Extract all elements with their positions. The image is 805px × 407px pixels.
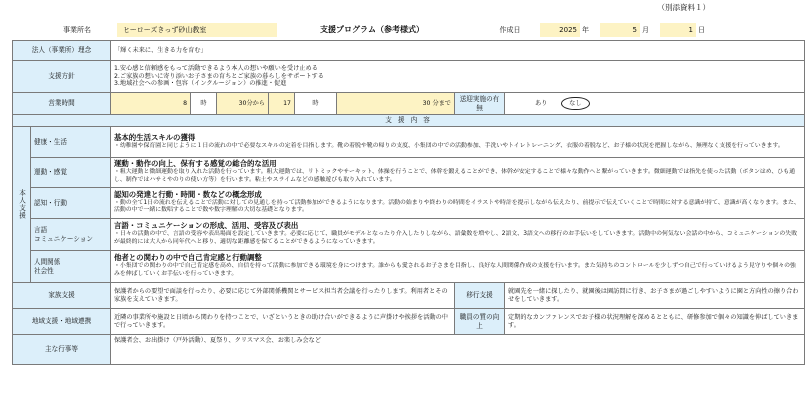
domain-label-motor: 運動・感覚 — [31, 158, 111, 188]
day-unit: 日 — [698, 26, 705, 34]
domain-label-language: 言語 コミュニケーション — [31, 219, 111, 251]
transport-label: 送迎実施の有無 — [455, 93, 505, 115]
month-value[interactable]: 5 — [600, 23, 640, 37]
transition-support-text[interactable]: 就園先を一緒に探したり、就園後は園訪問に行き、お子さまが過ごしやすいように園と方向性の擦り合わせをしていきます。 — [505, 283, 805, 309]
community-support-text[interactable]: 近隣の事業所や施設と日頃から関わりを持つことで、いざというときの助け合いができるように声掛けや挨拶を活動の中で行っていきます。 — [111, 309, 455, 335]
year-unit: 年 — [582, 26, 589, 34]
policy-line-3: 3.地域社会への参画・包容（インクルージョン）の推進・促進 — [114, 80, 287, 88]
appendix-label: （別添資料１） — [657, 3, 710, 12]
transition-support-label: 移行支援 — [455, 283, 505, 309]
support-content-header: 支 援 内 容 — [13, 115, 805, 127]
facility-label: 事業所名 — [63, 26, 91, 34]
domain-content-social[interactable] — [111, 251, 805, 283]
hour-unit-2: 時 — [295, 93, 337, 115]
domain-body-health: ・幼稚園や保育園と同じように１日の流れの中で必要なスキルの定着を目指します。靴の着脱や靴の帰りの支度、小集団の中での活動参加、手洗いやトイレトレーニング、衣服の着脱など、お子様の状況を把握しながら、無理なく支援を行っていきます。 — [114, 142, 784, 149]
start-minute-value: 30 — [238, 99, 247, 107]
support-program-table — [12, 40, 805, 365]
header-row — [12, 23, 712, 37]
month-unit: 月 — [642, 26, 649, 34]
philosophy-label: 法人（事業所）理念 — [13, 41, 111, 61]
end-minute-value: 30 — [422, 99, 431, 107]
domain-title-cognition: 認知の発達と行動・時間・数などの概念形成 — [114, 189, 262, 199]
personal-support-label — [13, 127, 31, 283]
transport-options — [505, 93, 805, 115]
personal-support-text: 本人支援 — [17, 189, 26, 220]
domain-title-motor: 運動・動作の向上、保有する感覚の総合的な活用 — [114, 159, 277, 169]
facility-name[interactable]: ヒーローズきっず砂山教室 — [117, 23, 277, 37]
document-title: 支援プログラム（参考様式） — [320, 25, 424, 34]
community-support-label: 地域支援・地域連携 — [13, 309, 111, 335]
domain-content-language[interactable] — [111, 219, 805, 251]
family-support-text[interactable]: 保護者からの要望で面談を行ったり、必要に応じて外部関係機関とサービス担当者会議を行ったりします。利用者とその家族を支えていきます。 — [111, 283, 455, 309]
domain-body-cognition: ・動の全て1日の流れを伝えることで活動に対しての見通しを持って活動参加ができるようになります。活動の始まりや終わりの時間をイラストや時計を提示しながら伝えたり、前提示で伝えていくことで時間に対する意識が持て、意識が高くなります。また、活動の中で一緒に数唱することで数や数字理解の大切な基礎となります。 — [114, 199, 800, 214]
minute-unit-1: 分から — [246, 99, 265, 107]
transport-option-yes[interactable]: あり — [535, 99, 548, 107]
end-hour[interactable]: 17 — [269, 93, 295, 115]
domain-body-language: ・日々の活動の中で、言語の受容や表出場面を設定していきます。必要に応じて、職員がモデルとなったり介入したりしながら、語彙数を増やし、2語文、3語文への移行のお手伝いをしていきます。活動中の何気ない会話の中から、コミュニケーションの失敗が最終的には大人から同年代へと移り、適切な距離感を保てることができるようになっていきます。 — [114, 231, 798, 245]
created-label: 作成日 — [499, 26, 521, 34]
domain-content-motor[interactable] — [111, 158, 805, 188]
minute-unit-2: 分まで — [432, 99, 451, 107]
domain-label-social: 人間関係 社会性 — [31, 251, 111, 283]
domain-title-health: 基本的生活スキルの獲得 — [114, 132, 196, 142]
transport-option-no[interactable]: なし — [561, 97, 589, 111]
hour-unit-1: 時 — [191, 93, 217, 115]
hours-label: 営業時間 — [13, 93, 111, 115]
staff-quality-label: 職員の質の向上 — [455, 309, 505, 335]
staff-quality-text[interactable]: 定期的なカンファレンスでお子様の状況理解を深めるとともに、研修参加で個々の知識を伸ばしていきます。 — [505, 309, 805, 335]
domain-label-cognition: 認知・行動 — [31, 188, 111, 219]
philosophy-text[interactable]: 「輝く未来に、生きる力を育む」 — [111, 41, 805, 61]
policy-text[interactable] — [111, 61, 805, 93]
domain-content-cognition[interactable] — [111, 188, 805, 219]
end-minute[interactable] — [337, 93, 455, 115]
family-support-label: 家族支援 — [13, 283, 111, 309]
policy-label: 支援方針 — [13, 61, 111, 93]
policy-line-1: 1.安心感と信頼感をもって活動できるよう本人の想いや願いを受け止める — [114, 64, 318, 72]
events-label: 主な行事等 — [13, 335, 111, 365]
policy-line-2: 2.ご家族の想いに寄り添いお子さまの育ちとご家族の暮らしをサポートする — [114, 72, 324, 80]
start-hour[interactable]: 8 — [111, 93, 191, 115]
start-minute[interactable] — [217, 93, 269, 115]
domain-body-social: ・小集団での関わりの中で自己肯定感を高め、自信を持って活動に参加できる環境を身につけます。誰からも愛されるお子さまを目指し、良好な人間関係作成の支援を行います。また気持ちのコントロールを少しずつ自己で行っていけるよう見守りや個々の強みを伸ばしていくお手伝いを行っていきます。 — [114, 263, 796, 277]
domain-title-social: 他者との関わりの中で自己肯定感と行動調整 — [114, 253, 262, 263]
day-value[interactable]: 1 — [660, 23, 696, 37]
year-value[interactable]: 2025 — [540, 23, 580, 37]
domain-body-motor: ・粗大運動と微細運動を取り入れた活動を行っています。粗大運動では、リトミックやサーキット、体操を行うことで、体幹を鍛えることができ、体幹が安定することで様々な動作へと繋がっていきます。微細運動では指先を使った活動（ボタンはめ、ひも通し、制作ではハサミやのりの使い方等）を行います。粘土やスライムなどの感触遊びも取り入れています。 — [114, 169, 796, 183]
domain-label-health: 健康・生活 — [31, 127, 111, 158]
domain-title-language: 言語・コミュニケーションの形成、活用、受容及び表出 — [114, 221, 299, 231]
domain-content-health[interactable] — [111, 127, 805, 158]
events-text[interactable]: 保護者会、お出掛け（戸外活動）、夏祭り、クリスマス会、お楽しみ会など — [111, 335, 805, 365]
